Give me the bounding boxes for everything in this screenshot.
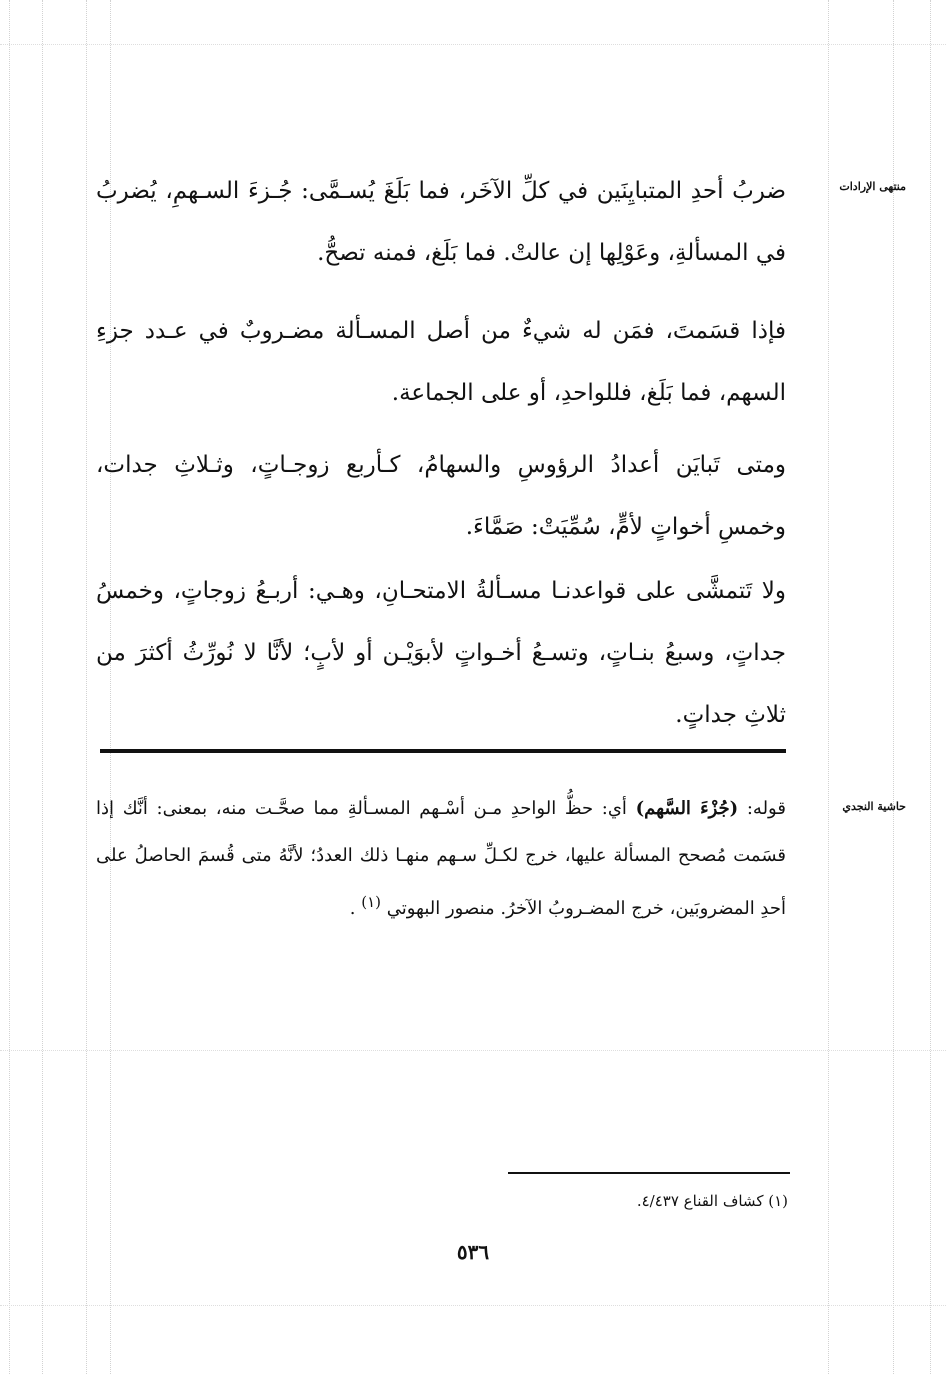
main-paragraph-1: ضربُ أحدِ المتبايِنَين في كلِّ الآخَر، فما بَلَغَ يُسـمَّى: جُـزءَ السـهمِ، يُضربُ في المسألةِ، وعَوْلِها إن عالتْ. فما بَلَغ، فمنه تصحُّ. — [96, 178, 786, 266]
scan-grid-line — [930, 0, 931, 1374]
main-text-block — [96, 300, 786, 424]
section-divider — [100, 749, 786, 753]
scan-grid-line — [9, 0, 10, 1374]
side-label-notes: حاشية النجدي — [842, 800, 906, 813]
main-paragraph-2: فإذا قسَمتَ، فمَن له شيءٌ من أصل المسـألة مضـروبٌ في عـدد جزءِ السهم، فما بَلَغ، فللواحدِ، أو على الجماعة. — [96, 318, 786, 406]
scan-grid-line — [0, 1050, 946, 1051]
main-text-block — [96, 160, 786, 284]
footnote-text: (١) كشاف القناع ٤/٤٣٧. — [636, 1192, 788, 1210]
side-label-main: منتهى الإرادات — [839, 180, 906, 193]
commentary-quoted-term: (جُزْءَ السَّهم) — [635, 798, 739, 819]
main-text-block — [96, 560, 786, 746]
page-number: ٥٣٦ — [456, 1240, 490, 1264]
scan-grid-line — [42, 0, 43, 1374]
main-paragraph-3: ومتى تَبايَن أعدادُ الرؤوسِ والسهامُ، كـأربع زوجـاتٍ، وثـلاثِ جدات، وخمسِ أخواتٍ لأمٍّ، سُمِّيَتْ: صَمَّاءَ. — [96, 452, 786, 540]
footnote-divider — [508, 1172, 790, 1174]
commentary-body: أي: حظُّ الواحدِ مـن أسْـهم المسـألةِ مما صحَّـت منه، بمعنى: أنَّك إذا قسَمت مُصحح المسألة عليها، خرج لكـلِّ سـهم منهـا ذلك العددُ؛ لأنَّهُ متى قُسمَ الحاصلُ على أحدِ المضروبَين، خرج المضـروبُ الآخرُ. منصور البهوتي — [96, 798, 786, 919]
main-text-block — [96, 434, 786, 558]
scan-grid-line — [0, 1305, 946, 1306]
main-paragraph-4: ولا تَتمشَّى على قواعدنـا مسـألةُ الامتحـانِ، وهـي: أربـعُ زوجاتٍ، وخمسُ جداتٍ، وسبعُ بنـاتٍ، وتسـعُ أخـواتٍ لأبوَيْـن أو لأبٍ؛ لأنَّا لا نُورِّثُ أكثرَ من ثلاثِ جداتٍ. — [96, 578, 786, 728]
scan-grid-line — [828, 0, 829, 1374]
commentary-block — [96, 785, 786, 932]
footnote-marker: (١) — [361, 893, 381, 911]
commentary-lead: قوله: — [746, 798, 786, 819]
scan-grid-line — [893, 0, 894, 1374]
scan-grid-line — [0, 44, 946, 45]
scan-grid-line — [86, 0, 87, 1374]
commentary-paragraph: قوله: (جُزْءَ السَّهم) أي: حظُّ الواحدِ مـن أسْـهم المسـألةِ مما صحَّـت منه، بمعنى: أنَّك إذا قسَمت مُصحح المسألة عليها، خرج لكـلِّ سـهم منهـا ذلك العددُ؛ لأنَّهُ متى قُسمَ الحاصلُ على أحدِ المضروبَين، خرج المضـروبُ الآخرُ. منصور البهوتي $^{(١)}$ . — [96, 798, 786, 919]
